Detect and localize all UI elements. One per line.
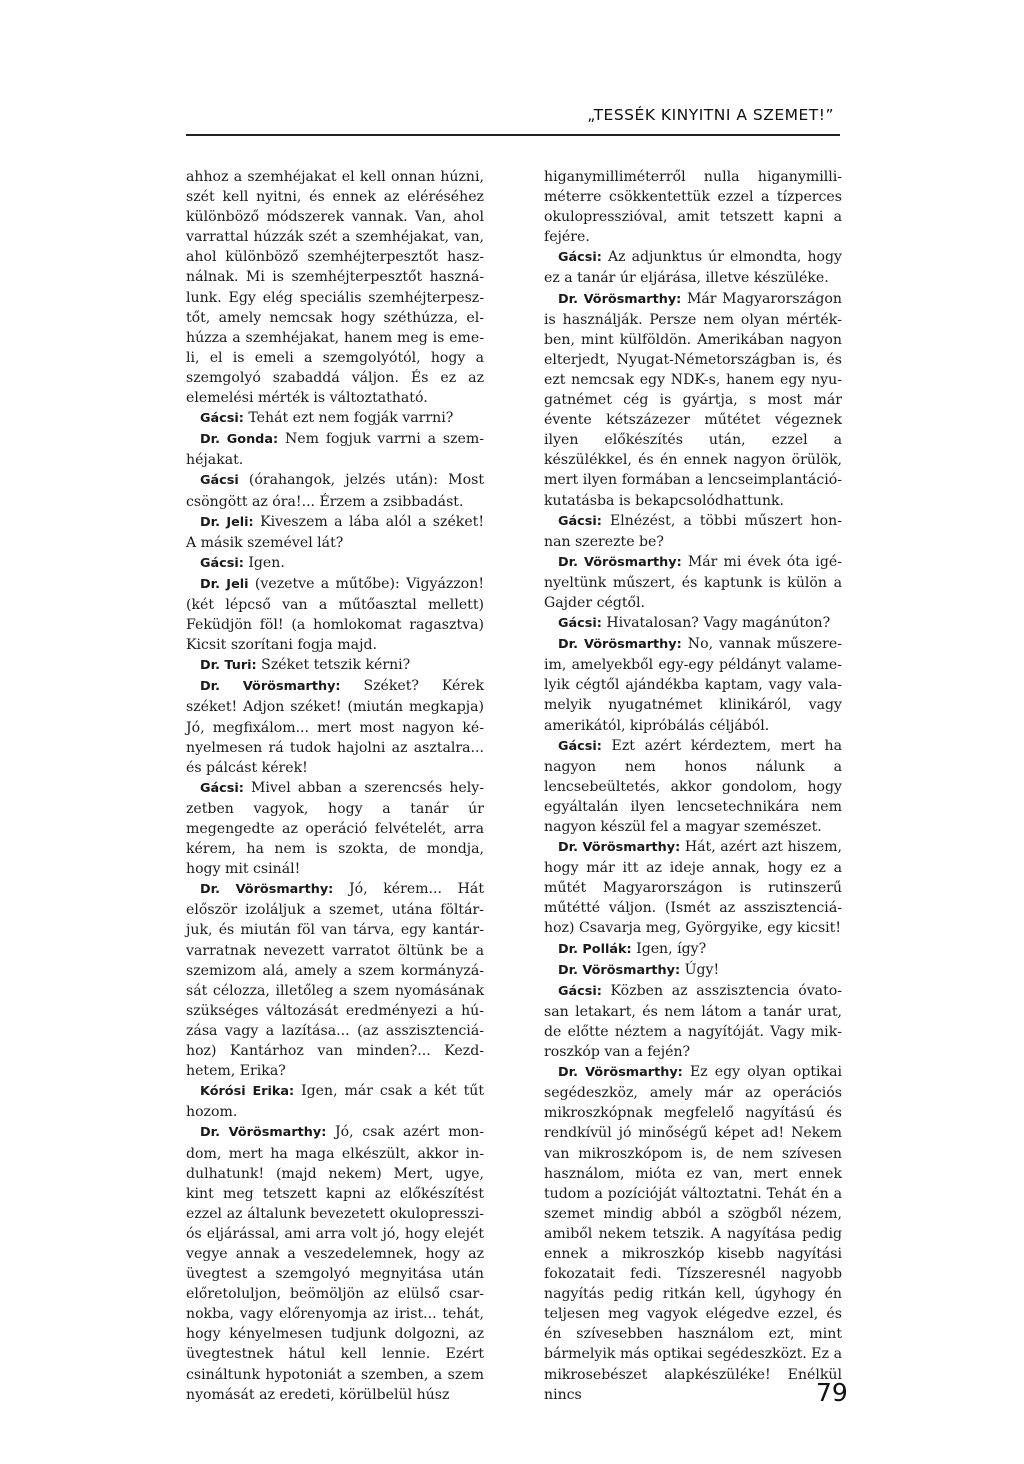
paragraph (186, 1081, 484, 1122)
speaker-name: Gácsi: (558, 738, 602, 754)
paragraph (544, 634, 842, 735)
speaker-name: Kórósi Erika: (200, 1084, 295, 1100)
paragraph-text: Közben az asszisztencia óvatosan letakart, és nem látom a tanár urat, de előtte néztem a nagyítóját. Vagy mikroszkóp van a fején? (544, 982, 842, 1061)
speaker-name: Dr. Gonda: (200, 432, 279, 448)
paragraph-text: higanymilliméterről nulla higanymilliméterre csökkentettük ezzel a tízperces okulopresszióval, amit tetszett kapni a fejére. (544, 169, 842, 246)
speaker-name: Dr. Vörösmarthy: (200, 882, 334, 898)
speaker-name: Gácsi: (200, 780, 244, 796)
paragraph (186, 408, 484, 429)
paragraph-text: Tehát ezt nem fogják varrni? (248, 410, 454, 427)
speaker-name: Dr. Vörösmarthy: (200, 1125, 327, 1141)
paragraph-text: Elnézést, a többi műszert honnan szerezte be? (544, 512, 843, 550)
speaker-name: Gácsi: (558, 983, 602, 999)
paragraph-text: Ezt azért kérdeztem, mert ha nagyon nem honos nálunk a lencsebeültetés, akkor gondolom, hogy egyáltalán ilyen lencsetechnikára nem nagyon készül fel a magyar szemészet. (544, 737, 842, 835)
paragraph (544, 960, 842, 981)
speaker-name: Dr. Jeli: (200, 514, 254, 530)
paragraph (186, 512, 484, 553)
paragraph (186, 429, 484, 470)
speaker-name: Gácsi: (558, 513, 602, 529)
speaker-name: Gácsi: (200, 411, 244, 427)
paragraph-text: No, vannak műszereim, amelyekből egy-egy példányt valamelyik cégtől ajándékba kaptam, vagy valamelyik nyugatnémet klinikáról, vagy amerikától, kipróbálás céljából. (544, 636, 842, 734)
paragraph (186, 1122, 484, 1404)
speaker-name: Dr. Vörösmarthy: (558, 291, 682, 307)
paragraph-text: Nem fogjuk varrni a szemhéjakat. (186, 431, 485, 469)
paragraph-text: Igen, így? (636, 940, 707, 957)
paragraph (186, 879, 484, 1081)
paragraph-text: Széket? Kérek széket! Adjon széket! (miután megkapja) Jó, megfixálom... mert most nagyon kényelmesen rá tudok hajolni az asztalra... és pálcást kérek! (186, 678, 485, 776)
speaker-name: Dr. Vörösmarthy: (558, 1065, 683, 1081)
paragraph-text: Igen. (248, 554, 285, 571)
paragraph (544, 511, 842, 552)
paragraph-text: Már mi évek óta igényeltünk műszert, és kaptunk is külön a Gajder cégtől. (544, 553, 843, 611)
speaker-name: Dr. Turi: (200, 658, 257, 674)
paragraph (544, 613, 842, 634)
right-column (544, 167, 842, 1405)
paragraph-text: Ez egy olyan optikai segédeszköz, amely már az operációs mikroszkópnak megfelelő nagyítású és rendkívül jó minőségű képet ad! Nekem van mikroszkópom is, de nem szívesen használom, mióta ez van, mert ennek tudom a pozícióját változtatni. Tehát én a szemet mindig abból a szögből nézem, amiből nekem tetszik. A nagyítása pedig ennek a mikroszkóp kisebb nagyítási fokozatait fedi. Tízszeresnél nagyobb nagyítás pedig ritkán kell, úgyhogy én teljesen meg vagyok elégedve ezzel, és én szívesebben használom ezt, mint bármelyik más optikai segédeszközt. Ez a mikrosebészet alapkészüléke! Enélkül nincs (544, 1064, 842, 1403)
paragraph-text: Hát, azért azt hiszem, hogy már itt az ideje annak, hogy ez a műtét Magyarországon is rutinszerű műtétté váljon. (Ismét az asszisztenciához) Csavarja meg, Györgyike, egy kicsit! (544, 839, 843, 937)
paragraph (544, 167, 842, 247)
paragraph (186, 553, 484, 574)
paragraph-text: Úgy! (684, 961, 720, 978)
paragraph-text: Már Magyarországon is használják. Persze nem olyan mértékben, mint külföldön. Amerikában nagyon elterjedt, Nyugat-Németországban is, és ezt nemcsak egy NDK-s, hanem egy nyugatnémet cég is gyártja, s most már évente kétszázezer műtétet végeznek ilyen előkészítés után, ezzel a készülékkel, és én ennek nagyon örülök, mert ilyen formában a lencseimplantáció-kutatásba is bekapcsolódhattunk. (544, 290, 842, 509)
speaker-name: Dr. Pollák: (558, 941, 632, 957)
paragraph (186, 574, 484, 655)
paragraph (544, 939, 842, 960)
paragraph-text: Igen, már csak a két tűt hozom. (186, 1083, 484, 1121)
paragraph (544, 289, 842, 511)
paragraph (544, 552, 842, 613)
speaker-name: Dr. Vörösmarthy: (200, 679, 341, 695)
speaker-name: Dr. Vörösmarthy: (558, 554, 682, 570)
paragraph (186, 676, 484, 777)
speaker-name: Dr. Vörösmarthy: (558, 637, 682, 653)
paragraph (544, 1062, 842, 1405)
paragraph-text: (órahangok, jelzés után): Most csöngött az óra!... Érzem a zsibbadást. (186, 472, 484, 510)
paragraph-text: Mivel abban a szerencsés helyzetben vagyok, hogy a tanár úr megengedte az operáció felvételét, arra kérem, ha nem is szokta, de mondja, hogy mit csinál! (186, 779, 484, 878)
paragraph-text: Az adjunktus úr elmondta, hogy ez a tanár úr eljárása, illetve készüléke. (544, 249, 842, 287)
page-number: 79 (816, 1378, 848, 1407)
paragraph (186, 655, 484, 676)
header-rule (186, 134, 840, 136)
speaker-name: Dr. Vörösmarthy: (558, 962, 681, 978)
paragraph (186, 470, 484, 511)
paragraph (544, 247, 842, 288)
speaker-name: Gácsi: (200, 555, 244, 571)
speaker-name: Gácsi: (558, 616, 602, 632)
running-head: „TESSÉK KINYITNI A SZEMET!” (587, 106, 834, 124)
speaker-name: Dr. Jeli (200, 576, 249, 592)
paragraph (186, 778, 484, 879)
speaker-name: Gácsi: (558, 250, 602, 266)
paragraph-text: Jó, csak azért mondom, mert ha maga elkészült, akkor indulhatunk! (majd nekem) Mert, ugye, kint meg tetszett kapni az előkészítést ezzel az általunk bevezetett okulopressziós eljárással, ami arra volt jó, hogy elejét vegye annak a veszedelemnek, hogy az üvegtest a szemgolyó megnyitása után előretoluljon, beömöljön az elülső csarnokba, vagy előrenyomja az irist... tehát, hogy kényelmesen tudjunk dolgozni, az üvegtestnek hátul kell lennie. Ezért csináltunk hypotoniát a szemben, a szem nyomását az eredeti, körülbelül húsz (186, 1124, 484, 1403)
speaker-name: Dr. Vörösmarthy: (558, 840, 681, 856)
paragraph-text: Hivatalosan? Vagy magánúton? (606, 615, 831, 632)
paragraph (186, 167, 484, 408)
paragraph (544, 736, 842, 837)
left-column (186, 167, 484, 1405)
paragraph-text: Jó, kérem... Hát először izoláljuk a szemet, utána föltárjuk, és miután föl van tárva, egy kantárvarratnak nevezett varratot öltünk be a szemizom alá, amely a szem kormányzását célozza, illetőleg a szem nyomásának szükséges változását eredményezi a húzása vagy a lazítása... (az asszisztenciához) Kantárhoz van minden?... Kezdhetem, Erika? (186, 881, 484, 1080)
speaker-name: Gácsi (200, 473, 239, 489)
paragraph (544, 837, 842, 938)
paragraph-text: Kiveszem a lába alól a széket! A másik szemével lát? (186, 513, 484, 551)
paragraph-text: (vezetve a műtőbe): Vigyázzon! (két lépcső van a műtőasztal mellett) Feküdjön föl! (a homlokomat ragasztva) Kicsit szorítani fogja majd. (186, 575, 485, 654)
paragraph-text: Széket tetszik kérni? (261, 657, 411, 674)
paragraph (544, 981, 842, 1062)
paragraph-text: ahhoz a szemhéjakat el kell onnan húzni, szét kell nyitni, és ennek az eléréséhez különböző módszerek vannak. Van, ahol varrattal húzzák szét a szemhéjakat, van, ahol különböző szemhéjterpesztőt használnak. Mi is szemhéjterpesztőt használunk. Egy elég speciális szemhéjterpesztőt, amely nemcsak hogy széthúzza, elhúzza a szemhéjakat, hanem meg is emeli, el is emeli a szemgolyótól, hogy a szemgolyó szabaddá váljon. És ez az elemelési mérték is változtatható. (186, 169, 484, 407)
